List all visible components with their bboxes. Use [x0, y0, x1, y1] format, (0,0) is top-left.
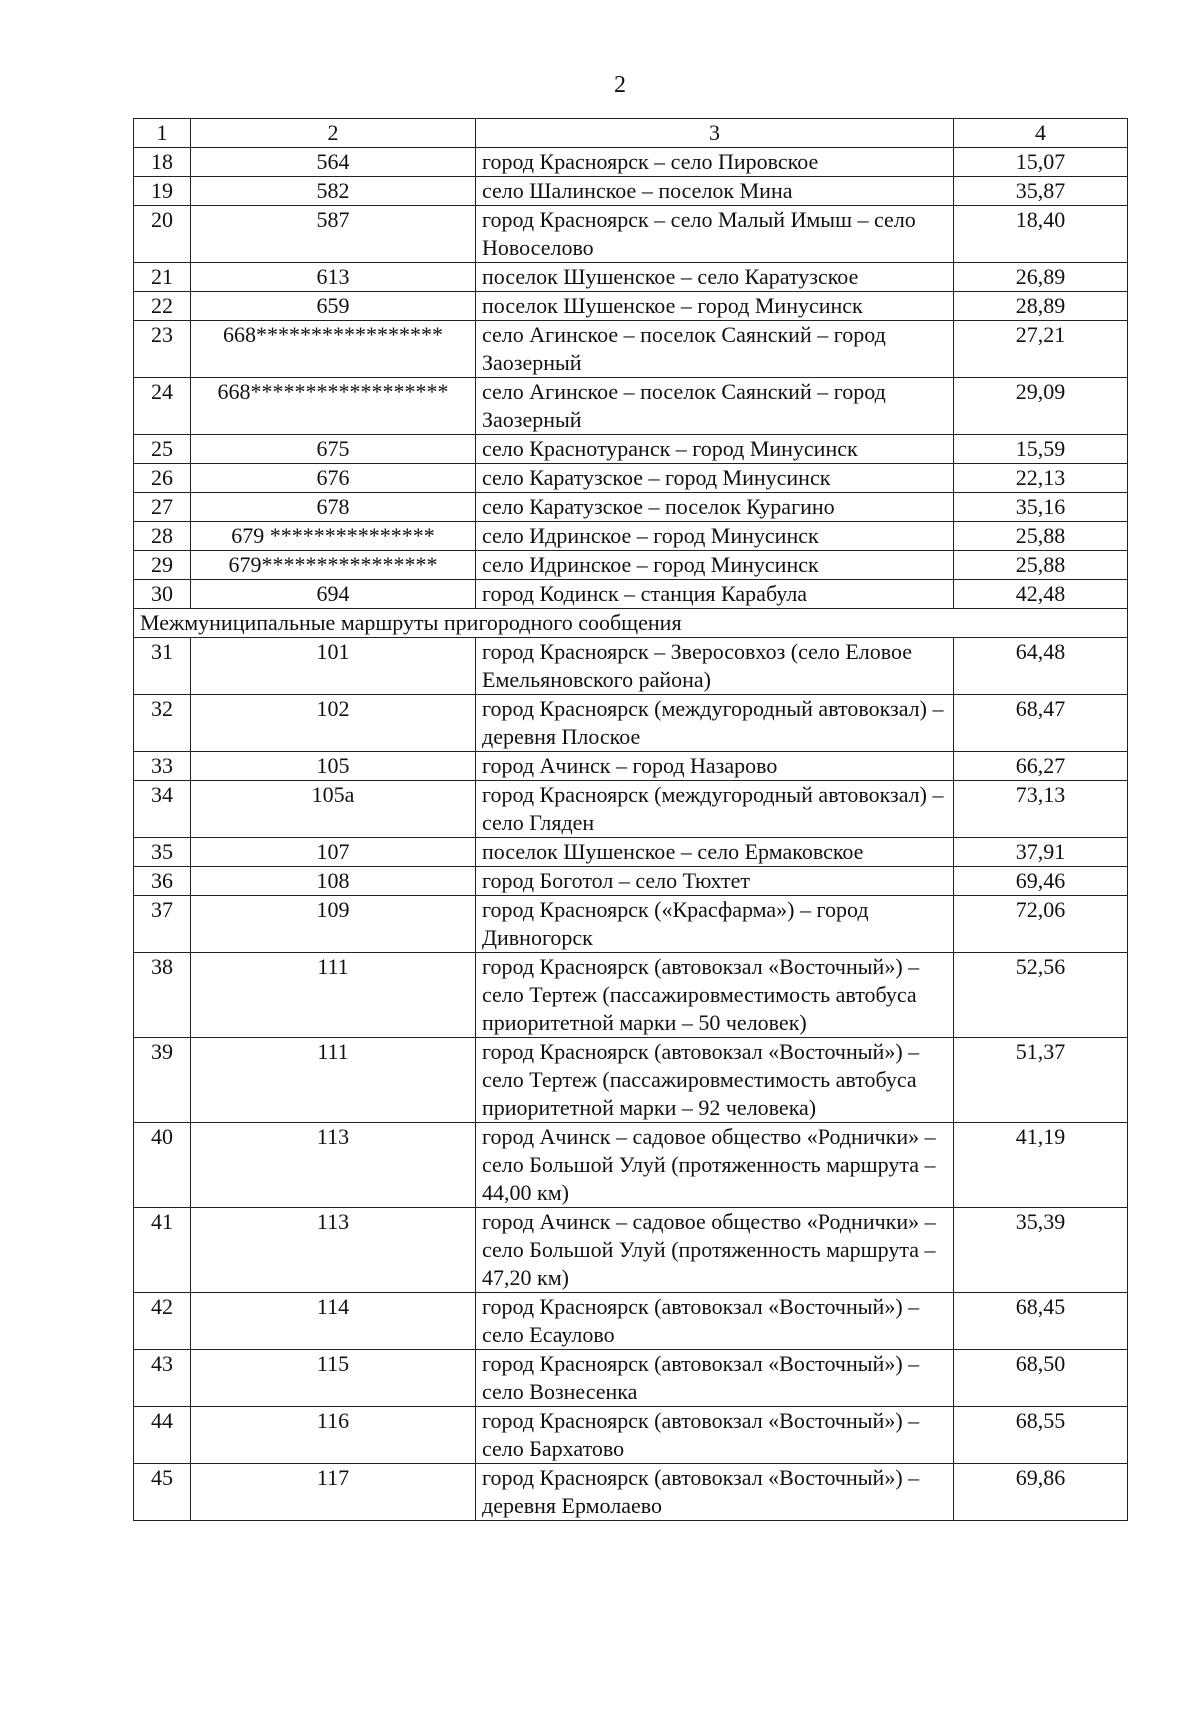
price-cell: 25,88 [954, 551, 1128, 580]
row-number-cell: 34 [134, 781, 191, 838]
row-number-cell: 28 [134, 522, 191, 551]
row-number-cell: 29 [134, 551, 191, 580]
row-number-cell: 20 [134, 206, 191, 263]
table-row [134, 1123, 1128, 1208]
route-code-cell: 678 [191, 493, 476, 522]
route-name-cell: город Красноярск – село Малый Имыш – село Новоселово [476, 206, 954, 263]
table-row [134, 321, 1128, 378]
route-name-cell: село Идринское – город Минусинск [476, 551, 954, 580]
intercity-rows [134, 148, 1128, 609]
table-row [134, 953, 1128, 1038]
route-code-cell: 102 [191, 695, 476, 752]
route-name-cell: город Красноярск (автовокзал «Восточный») – село Бархатово [476, 1407, 954, 1464]
table-row [134, 435, 1128, 464]
table-row [134, 1038, 1128, 1123]
price-cell: 68,45 [954, 1293, 1128, 1350]
row-number-cell: 25 [134, 435, 191, 464]
route-code-cell: 101 [191, 638, 476, 695]
route-name-cell: город Красноярск (автовокзал «Восточный») – село Вознесенка [476, 1350, 954, 1407]
route-name-cell: город Красноярск – село Пировское [476, 148, 954, 177]
header-cell: 3 [476, 119, 954, 148]
route-code-cell: 679**************** [191, 551, 476, 580]
route-code-cell: 108 [191, 867, 476, 896]
table-row [134, 580, 1128, 609]
row-number-cell: 18 [134, 148, 191, 177]
row-number-cell: 21 [134, 263, 191, 292]
price-cell: 22,13 [954, 464, 1128, 493]
price-cell: 52,56 [954, 953, 1128, 1038]
price-cell: 42,48 [954, 580, 1128, 609]
header-row [134, 119, 1128, 148]
price-cell: 26,89 [954, 263, 1128, 292]
route-name-cell: город Красноярск (автовокзал «Восточный») – село Есаулово [476, 1293, 954, 1350]
price-cell: 51,37 [954, 1038, 1128, 1123]
route-name-cell: город Красноярск (междугородный автовокзал) – село Гляден [476, 781, 954, 838]
price-cell: 35,87 [954, 177, 1128, 206]
route-code-cell: 679 *************** [191, 522, 476, 551]
price-cell: 73,13 [954, 781, 1128, 838]
route-code-cell: 113 [191, 1123, 476, 1208]
price-cell: 29,09 [954, 378, 1128, 435]
route-name-cell: город Красноярск (автовокзал «Восточный») – село Тертеж (пассажировместимость автобуса приоритетной марки – 50 человек) [476, 953, 954, 1038]
table-row [134, 1350, 1128, 1407]
price-cell: 27,21 [954, 321, 1128, 378]
price-cell: 68,55 [954, 1407, 1128, 1464]
header-cell: 2 [191, 119, 476, 148]
section-row [134, 609, 1128, 638]
section-title: Межмуниципальные маршруты пригородного сообщения [134, 609, 1128, 638]
route-name-cell: село Шалинское – поселок Мина [476, 177, 954, 206]
header-cell: 1 [134, 119, 191, 148]
table-row [134, 493, 1128, 522]
route-name-cell: город Красноярск – Зверосовхоз (село Еловое Емельяновского района) [476, 638, 954, 695]
price-cell: 72,06 [954, 896, 1128, 953]
price-cell: 35,16 [954, 493, 1128, 522]
table-row [134, 177, 1128, 206]
row-number-cell: 36 [134, 867, 191, 896]
row-number-cell: 37 [134, 896, 191, 953]
route-code-cell: 111 [191, 1038, 476, 1123]
page-number: 2 [614, 72, 626, 98]
row-number-cell: 19 [134, 177, 191, 206]
price-cell: 35,39 [954, 1208, 1128, 1293]
table-row [134, 896, 1128, 953]
price-cell: 68,50 [954, 1350, 1128, 1407]
row-number-cell: 22 [134, 292, 191, 321]
table-row [134, 292, 1128, 321]
table-row [134, 638, 1128, 695]
route-code-cell: 694 [191, 580, 476, 609]
row-number-cell: 31 [134, 638, 191, 695]
route-name-cell: город Красноярск («Красфарма») – город Дивногорск [476, 896, 954, 953]
route-name-cell: село Каратузское – город Минусинск [476, 464, 954, 493]
table-row [134, 781, 1128, 838]
price-cell: 37,91 [954, 838, 1128, 867]
table-row [134, 695, 1128, 752]
table-row [134, 1293, 1128, 1350]
route-name-cell: село Агинское – поселок Саянский – город Заозерный [476, 378, 954, 435]
route-name-cell: село Агинское – поселок Саянский – город Заозерный [476, 321, 954, 378]
table-row [134, 551, 1128, 580]
row-number-cell: 32 [134, 695, 191, 752]
routes-table [133, 118, 1128, 1521]
route-name-cell: город Ачинск – садовое общество «Роднички» – село Большой Улуй (протяженность маршрута – 47,20 км) [476, 1208, 954, 1293]
row-number-cell: 39 [134, 1038, 191, 1123]
table-row [134, 867, 1128, 896]
suburban-rows [134, 638, 1128, 1521]
route-code-cell: 115 [191, 1350, 476, 1407]
route-code-cell: 668***************** [191, 321, 476, 378]
row-number-cell: 45 [134, 1464, 191, 1521]
row-number-cell: 24 [134, 378, 191, 435]
route-code-cell: 659 [191, 292, 476, 321]
price-cell: 64,48 [954, 638, 1128, 695]
route-code-cell: 113 [191, 1208, 476, 1293]
price-cell: 41,19 [954, 1123, 1128, 1208]
price-cell: 15,59 [954, 435, 1128, 464]
row-number-cell: 33 [134, 752, 191, 781]
route-code-cell: 675 [191, 435, 476, 464]
route-code-cell: 114 [191, 1293, 476, 1350]
route-code-cell: 111 [191, 953, 476, 1038]
route-name-cell: город Кодинск – станция Карабула [476, 580, 954, 609]
table-row [134, 206, 1128, 263]
row-number-cell: 40 [134, 1123, 191, 1208]
route-code-cell: 587 [191, 206, 476, 263]
table-row [134, 464, 1128, 493]
route-code-cell: 117 [191, 1464, 476, 1521]
row-number-cell: 43 [134, 1350, 191, 1407]
route-code-cell: 116 [191, 1407, 476, 1464]
route-code-cell: 109 [191, 896, 476, 953]
row-number-cell: 30 [134, 580, 191, 609]
route-name-cell: город Ачинск – город Назарово [476, 752, 954, 781]
route-code-cell: 564 [191, 148, 476, 177]
route-name-cell: село Каратузское – поселок Курагино [476, 493, 954, 522]
row-number-cell: 41 [134, 1208, 191, 1293]
row-number-cell: 38 [134, 953, 191, 1038]
price-cell: 69,86 [954, 1464, 1128, 1521]
route-name-cell: поселок Шушенское – село Каратузское [476, 263, 954, 292]
route-code-cell: 105 [191, 752, 476, 781]
price-cell: 25,88 [954, 522, 1128, 551]
row-number-cell: 35 [134, 838, 191, 867]
table-row [134, 378, 1128, 435]
price-cell: 69,46 [954, 867, 1128, 896]
route-code-cell: 107 [191, 838, 476, 867]
route-name-cell: город Боготол – село Тюхтет [476, 867, 954, 896]
route-code-cell: 613 [191, 263, 476, 292]
price-cell: 18,40 [954, 206, 1128, 263]
row-number-cell: 26 [134, 464, 191, 493]
table-row [134, 1407, 1128, 1464]
route-name-cell: город Красноярск (междугородный автовокзал) – деревня Плоское [476, 695, 954, 752]
route-code-cell: 105а [191, 781, 476, 838]
row-number-cell: 42 [134, 1293, 191, 1350]
price-cell: 15,07 [954, 148, 1128, 177]
table-row [134, 838, 1128, 867]
row-number-cell: 27 [134, 493, 191, 522]
price-cell: 66,27 [954, 752, 1128, 781]
price-cell: 28,89 [954, 292, 1128, 321]
table-row [134, 522, 1128, 551]
table-row [134, 263, 1128, 292]
route-name-cell: город Красноярск (автовокзал «Восточный») – деревня Ермолаево [476, 1464, 954, 1521]
route-name-cell: город Красноярск (автовокзал «Восточный») – село Тертеж (пассажировместимость автобуса приоритетной марки – 92 человека) [476, 1038, 954, 1123]
route-name-cell: поселок Шушенское – село Ермаковское [476, 838, 954, 867]
route-code-cell: 582 [191, 177, 476, 206]
route-name-cell: село Краснотуранск – город Минусинск [476, 435, 954, 464]
row-number-cell: 44 [134, 1407, 191, 1464]
route-code-cell: 668****************** [191, 378, 476, 435]
table-row [134, 148, 1128, 177]
route-name-cell: город Ачинск – садовое общество «Роднички» – село Большой Улуй (протяженность маршрута – 44,00 км) [476, 1123, 954, 1208]
table-row [134, 1464, 1128, 1521]
route-name-cell: село Идринское – город Минусинск [476, 522, 954, 551]
route-name-cell: поселок Шушенское – город Минусинск [476, 292, 954, 321]
price-cell: 68,47 [954, 695, 1128, 752]
table-row [134, 752, 1128, 781]
route-code-cell: 676 [191, 464, 476, 493]
row-number-cell: 23 [134, 321, 191, 378]
header-cell: 4 [954, 119, 1128, 148]
table-row [134, 1208, 1128, 1293]
